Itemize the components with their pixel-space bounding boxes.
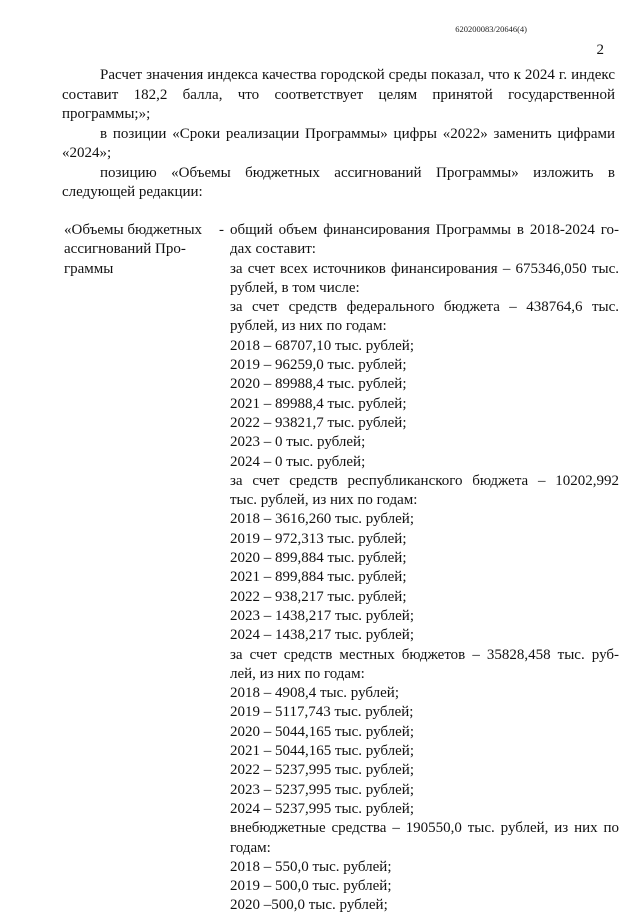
table-value-line: дах составит: (230, 241, 316, 258)
table-value-line: 2023 – 0 тыс. рублей; (230, 434, 366, 451)
table-label-line: граммы (64, 260, 114, 277)
intro-text (62, 66, 615, 203)
table-value-line: внебюджетные средства – 190550,0 тыс. рублей, из них по (230, 820, 619, 837)
table-value-line: 2024 – 0 тыс. рублей; (230, 453, 366, 470)
table-value-line: 2022 – 93821,7 тыс. рублей; (230, 414, 407, 431)
table-value-line: 2020 –500,0 тыс. рублей; (230, 897, 388, 914)
table-value-line: тыс. рублей, из них по годам: (230, 492, 418, 509)
table-value-line: 2024 – 1438,217 тыс. рублей; (230, 627, 414, 644)
table-value-line: 2019 – 972,313 тыс. рублей; (230, 530, 407, 547)
table-value-line: 2022 – 938,217 тыс. рублей; (230, 588, 407, 605)
table-value-line: за счет всех источников финансирования – 675346,050 тыс. (230, 260, 619, 277)
page-number: 2 (596, 42, 604, 58)
table-value-line: 2023 – 1438,217 тыс. рублей; (230, 607, 414, 624)
table-value-line: 2019 – 5117,743 тыс. рублей; (230, 704, 414, 721)
table-value-line: 2022 – 5237,995 тыс. рублей; (230, 762, 414, 779)
intro-paragraph: Расчет значения индекса качества городской среды показал, что к 2024 г. индекс составит 182,2 балла, что соответствует целям принятой государственной программы;»; (62, 67, 615, 122)
table-label-line: «Объемы бюджетных (64, 222, 203, 238)
table-value-line: за счет средств местных бюджетов – 35828,458 тыс. руб- (230, 646, 619, 663)
table-value-line: за счет средств федерального бюджета – 438764,6 тыс. (230, 299, 619, 316)
table-value-column (230, 221, 619, 916)
table-value-line: 2019 – 96259,0 тыс. рублей; (230, 357, 407, 374)
table-value-line: рублей, из них по годам: (230, 318, 387, 335)
table-value-line: лей, из них по годам: (230, 665, 365, 682)
table-value-line: за счет средств республиканского бюджета – 10202,992 (230, 472, 619, 489)
table-value-line: общий объем финансирования Программы в 2018-2024 го- (230, 222, 619, 238)
table-value-line: годам: (230, 839, 271, 856)
table-value-line: 2020 – 89988,4 тыс. рублей; (230, 376, 407, 393)
table-value-line: 2021 – 89988,4 тыс. рублей; (230, 395, 407, 412)
table-value-line: 2021 – 5044,165 тыс. рублей; (230, 743, 414, 760)
table-value-line: 2020 – 899,884 тыс. рублей; (230, 550, 407, 567)
document-id: 620200083/20646(4) (455, 24, 527, 34)
table-value-line: рублей, в том числе: (230, 279, 360, 296)
table-dash: - (219, 222, 224, 238)
table-value-line: 2018 – 550,0 тыс. рублей; (230, 858, 392, 875)
intro-paragraph: позицию «Объемы бюджетных ассигнований Программы» изложить в следующей редакции: (62, 164, 615, 200)
intro-paragraph: в позиции «Сроки реализации Программы» цифры «2022» заменить цифрами «2024»; (62, 125, 615, 161)
table-value-line: 2024 – 5237,995 тыс. рублей; (230, 800, 414, 817)
table-value-line: 2019 – 500,0 тыс. рублей; (230, 878, 392, 895)
table-value-line: 2018 – 3616,260 тыс. рублей; (230, 511, 414, 528)
table-value-line: 2023 – 5237,995 тыс. рублей; (230, 781, 414, 798)
table-value-line: 2018 – 4908,4 тыс. рублей; (230, 685, 399, 702)
table-value-line: 2021 – 899,884 тыс. рублей; (230, 569, 407, 586)
table-label-line: ассигнований Про- (64, 241, 186, 258)
table-value-line: 2018 – 68707,10 тыс. рублей; (230, 337, 414, 354)
table-value-line: 2020 – 5044,165 тыс. рублей; (230, 723, 414, 740)
table-label-column (64, 221, 214, 279)
